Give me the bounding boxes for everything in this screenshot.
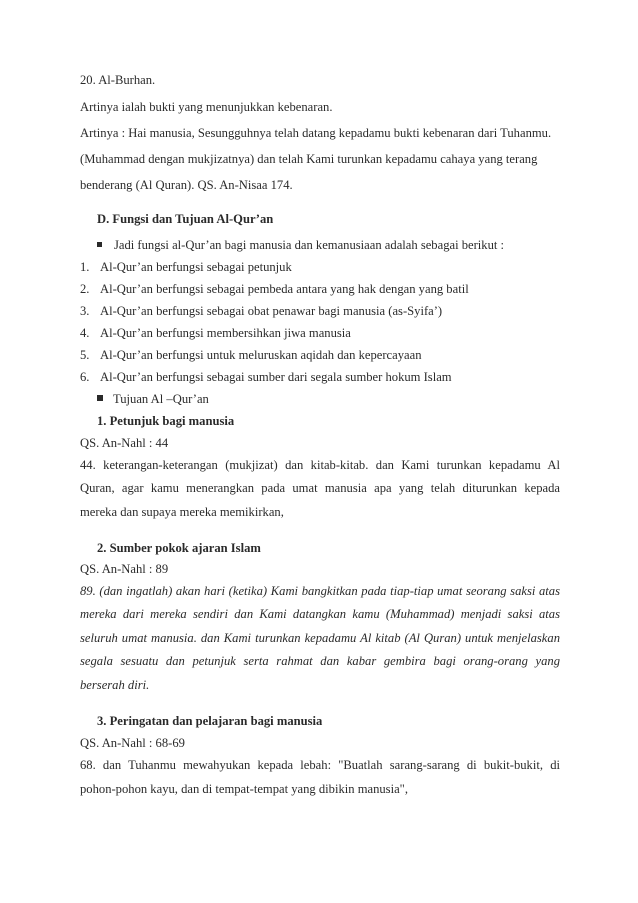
text-line: 89. (dan ingatlah) akan hari (ketika) Kami bangkitkan pada tiap-tiap umat seorang saksi atas — [80, 584, 560, 598]
list-number: 5. — [80, 348, 90, 362]
text-line: mereka dan supaya mereka memikirkan, — [80, 505, 284, 519]
list-item — [80, 257, 560, 277]
subsection-heading: 1. Petunjuk bagi manusia — [97, 414, 235, 428]
text-line: benderang (Al Quran). QS. An-Nisaa 174. — [80, 178, 293, 192]
list-text: Al-Qur’an berfungsi sebagai pembeda antara yang hak dengan yang batil — [100, 282, 469, 296]
text-line: 44. keterangan-keterangan (mukjizat) dan kitab-kitab. dan Kami turunkan kepadamu Al — [80, 458, 560, 472]
square-bullet-icon — [97, 242, 102, 247]
list-item — [80, 367, 560, 387]
list-text: Al-Qur’an berfungsi untuk meluruskan aqidah dan kepercayaan — [100, 348, 422, 362]
text-line: Artinya : Hai manusia, Sesungguhnya telah datang kepadamu bukti kebenaran dari Tuhanmu. — [80, 126, 552, 140]
list-text: Al-Qur’an berfungsi membersihkan jiwa manusia — [100, 326, 351, 340]
list-text: Al-Qur’an berfungsi sebagai obat penawar bagi manusia (as-Syifa’) — [100, 304, 443, 318]
verse-reference: QS. An-Nahl : 44 — [80, 436, 169, 450]
bullet-item — [97, 235, 567, 255]
text-line: (Muhammad dengan mukjizatnya) dan telah Kami turunkan kepadamu cahaya yang terang — [80, 152, 538, 166]
text-line: segala sesuatu dan petunjuk serta rahmat dan kabar gembira bagi orang-orang yang — [80, 654, 560, 668]
list-text: Al-Qur’an berfungsi sebagai petunjuk — [100, 260, 292, 274]
text-line: berserah diri. — [80, 678, 150, 692]
text-line: 20. Al-Burhan. — [80, 73, 156, 87]
text-line: pohon-pohon kayu, dan di tempat-tempat yang dibikin manusia", — [80, 782, 408, 796]
text-line: Quran, agar kamu menerangkan pada umat manusia apa yang telah diturunkan kepada — [80, 481, 560, 495]
list-item — [80, 279, 560, 299]
list-item — [80, 301, 560, 321]
subsection-heading: 2. Sumber pokok ajaran Islam — [97, 541, 261, 555]
list-number: 1. — [80, 260, 90, 274]
bullet-text: Tujuan Al –Qur’an — [113, 392, 209, 406]
list-item — [80, 323, 560, 343]
list-number: 4. — [80, 326, 90, 340]
bullet-text: Jadi fungsi al-Qur’an bagi manusia dan kemanusiaan adalah sebagai berikut : — [114, 238, 505, 252]
list-number: 2. — [80, 282, 90, 296]
verse-reference: QS. An-Nahl : 89 — [80, 562, 169, 576]
list-item — [80, 345, 560, 365]
list-number: 6. — [80, 370, 90, 384]
text-line: Artinya ialah bukti yang menunjukkan kebenaran. — [80, 100, 333, 114]
subsection-heading: 3. Peringatan dan pelajaran bagi manusia — [97, 714, 323, 728]
text-line: seluruh umat manusia. dan Kami turunkan kepadamu Al kitab (Al Quran) untuk menjelaskan — [80, 631, 560, 645]
section-heading: D. Fungsi dan Tujuan Al-Qur’an — [97, 212, 274, 226]
square-bullet-icon — [97, 395, 103, 401]
text-line: 68. dan Tuhanmu mewahyukan kepada lebah: "Buatlah sarang-sarang di bukit-bukit, di — [80, 758, 560, 772]
verse-reference: QS. An-Nahl : 68-69 — [80, 736, 185, 750]
text-line: mereka dari mereka sendiri dan Kami datangkan kamu (Muhammad) menjadi saksi atas — [80, 607, 560, 621]
bullet-item — [97, 389, 577, 409]
list-text: Al-Qur’an berfungsi sebagai sumber dari segala sumber hokum Islam — [100, 370, 452, 384]
list-number: 3. — [80, 304, 90, 318]
